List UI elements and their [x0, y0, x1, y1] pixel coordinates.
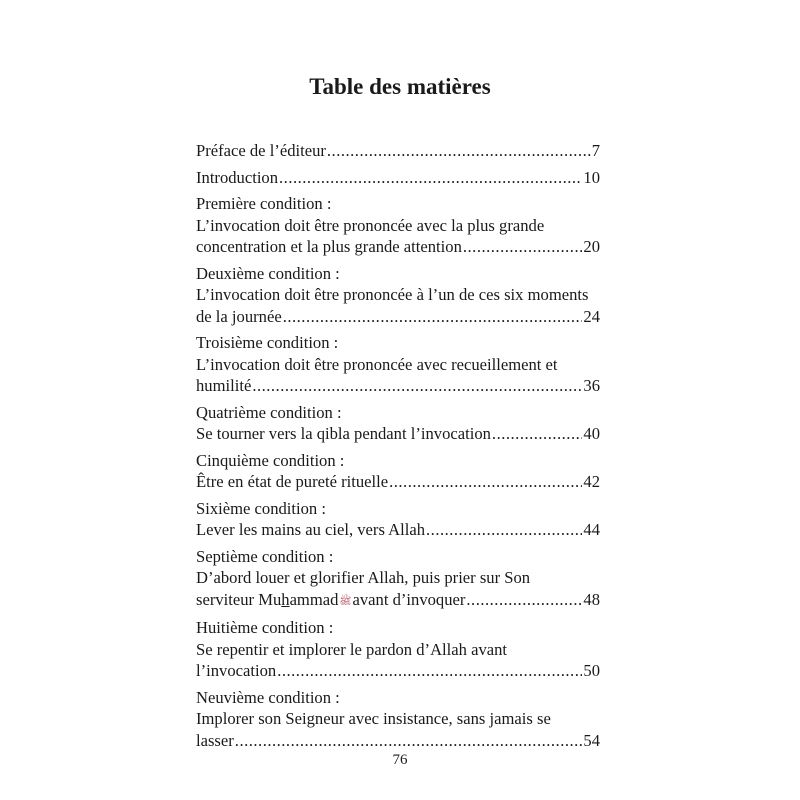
toc-entry-title: Être en état de pureté rituelle — [196, 472, 389, 491]
toc-entry-title: Préface de l’éditeur — [196, 141, 326, 160]
toc-leader-dots — [235, 730, 583, 752]
toc-leader-dots — [426, 519, 582, 541]
toc-leader-dots — [283, 306, 583, 328]
toc-entry-title-part: avant d’invoquer — [352, 589, 466, 609]
toc-entry-line — [196, 140, 600, 162]
toc-page-number: 24 — [583, 306, 600, 326]
toc-entry-title: Se tourner vers la qibla pendant l’invocation — [196, 424, 491, 443]
toc-entry-text: Se repentir et implorer le pardon d’Allah avant — [196, 639, 508, 659]
toc-page-number: 50 — [583, 661, 600, 680]
toc-condition-heading: Première condition : — [196, 194, 332, 213]
toc-entry-line — [196, 375, 600, 397]
toc-entry-line — [196, 660, 600, 682]
toc-entry-text: L’invocation doit être prononcée à l’un de ces six moments — [196, 285, 589, 304]
toc-condition-heading: Troisième condition : — [196, 333, 339, 352]
toc-page-number: 44 — [583, 520, 600, 539]
toc-entry-title: lasser — [196, 730, 234, 750]
toc-entry-title: humilité — [196, 376, 252, 395]
toc-entry-line — [196, 306, 600, 328]
toc-leader-dots — [327, 140, 591, 162]
toc-page-number: 40 — [583, 424, 600, 443]
toc-leader-dots — [279, 167, 582, 189]
toc-condition-heading: Cinquième condition : — [196, 450, 345, 470]
toc-entry-title: Introduction — [196, 167, 279, 187]
toc-leader-dots — [277, 660, 582, 682]
toc-page-number: 10 — [583, 167, 600, 187]
toc-page-number: 36 — [583, 376, 600, 395]
toc-entry-title: de la journée — [196, 306, 282, 326]
toc-entry — [196, 498, 600, 541]
page-title: Table des matières — [309, 74, 491, 99]
toc-leader-dots — [466, 589, 582, 611]
toc-entry — [196, 546, 600, 613]
toc-entry-line — [196, 471, 600, 493]
toc-entry-text: Implorer son Seigneur avec insistance, sans jamais se — [196, 709, 551, 728]
toc-condition-heading: Huitième condition : — [196, 618, 334, 637]
page-number: 76 — [392, 752, 408, 768]
toc-leader-dots — [492, 423, 582, 445]
toc-entry-title-part: ammad — [289, 589, 339, 609]
toc-entry — [196, 687, 600, 752]
toc-page-number: 48 — [583, 589, 600, 609]
toc-entry — [196, 167, 600, 189]
toc-leader-dots — [389, 471, 582, 493]
toc-entry — [196, 140, 600, 162]
toc-condition-heading: Deuxième condition : — [196, 263, 340, 283]
toc-entry-line — [196, 519, 600, 541]
toc-entry-line — [196, 423, 600, 445]
toc-entry — [196, 617, 600, 682]
toc-entry — [196, 193, 600, 258]
toc-page-number: 54 — [583, 730, 600, 750]
toc-leader-dots — [252, 375, 582, 397]
toc-entry-title: Lever les mains au ciel, vers Allah — [196, 520, 426, 539]
toc-entry-title: concentration et la plus grande attention — [196, 237, 462, 256]
toc-page-number: 20 — [583, 237, 600, 256]
toc-condition-heading: Neuvième condition : — [196, 687, 340, 707]
toc-condition-heading: Quatrième condition : — [196, 402, 342, 422]
transliteration-underlined-letter: h — [281, 589, 290, 609]
toc-entry-line — [196, 167, 600, 189]
toc-page-number: 7 — [591, 141, 600, 160]
toc-entry-title — [196, 589, 465, 613]
toc-entry-line — [196, 236, 600, 258]
toc-entry — [196, 332, 600, 397]
toc-entry — [196, 450, 600, 493]
toc-leader-dots — [463, 236, 583, 258]
toc-entry-line — [196, 730, 600, 752]
toc-entry — [196, 402, 600, 445]
toc-condition-heading: Sixième condition : — [196, 498, 326, 518]
toc-page-number: 42 — [583, 472, 600, 491]
toc-entry-title-part: serviteur Mu — [196, 589, 282, 609]
salawat-glyph-icon: ﷺ — [339, 595, 352, 607]
toc-entry-text: D’abord louer et glorifier Allah, puis prier sur Son — [196, 568, 531, 587]
table-of-contents — [196, 140, 600, 756]
toc-entry — [196, 263, 600, 328]
toc-entry-text: L’invocation doit être prononcée avec recueillement et — [196, 354, 558, 374]
toc-entry-line — [196, 589, 600, 613]
toc-entry-text: L’invocation doit être prononcée avec la plus grande — [196, 215, 545, 235]
toc-entry-title: l’invocation — [196, 661, 277, 680]
toc-condition-heading: Septième condition : — [196, 546, 334, 566]
